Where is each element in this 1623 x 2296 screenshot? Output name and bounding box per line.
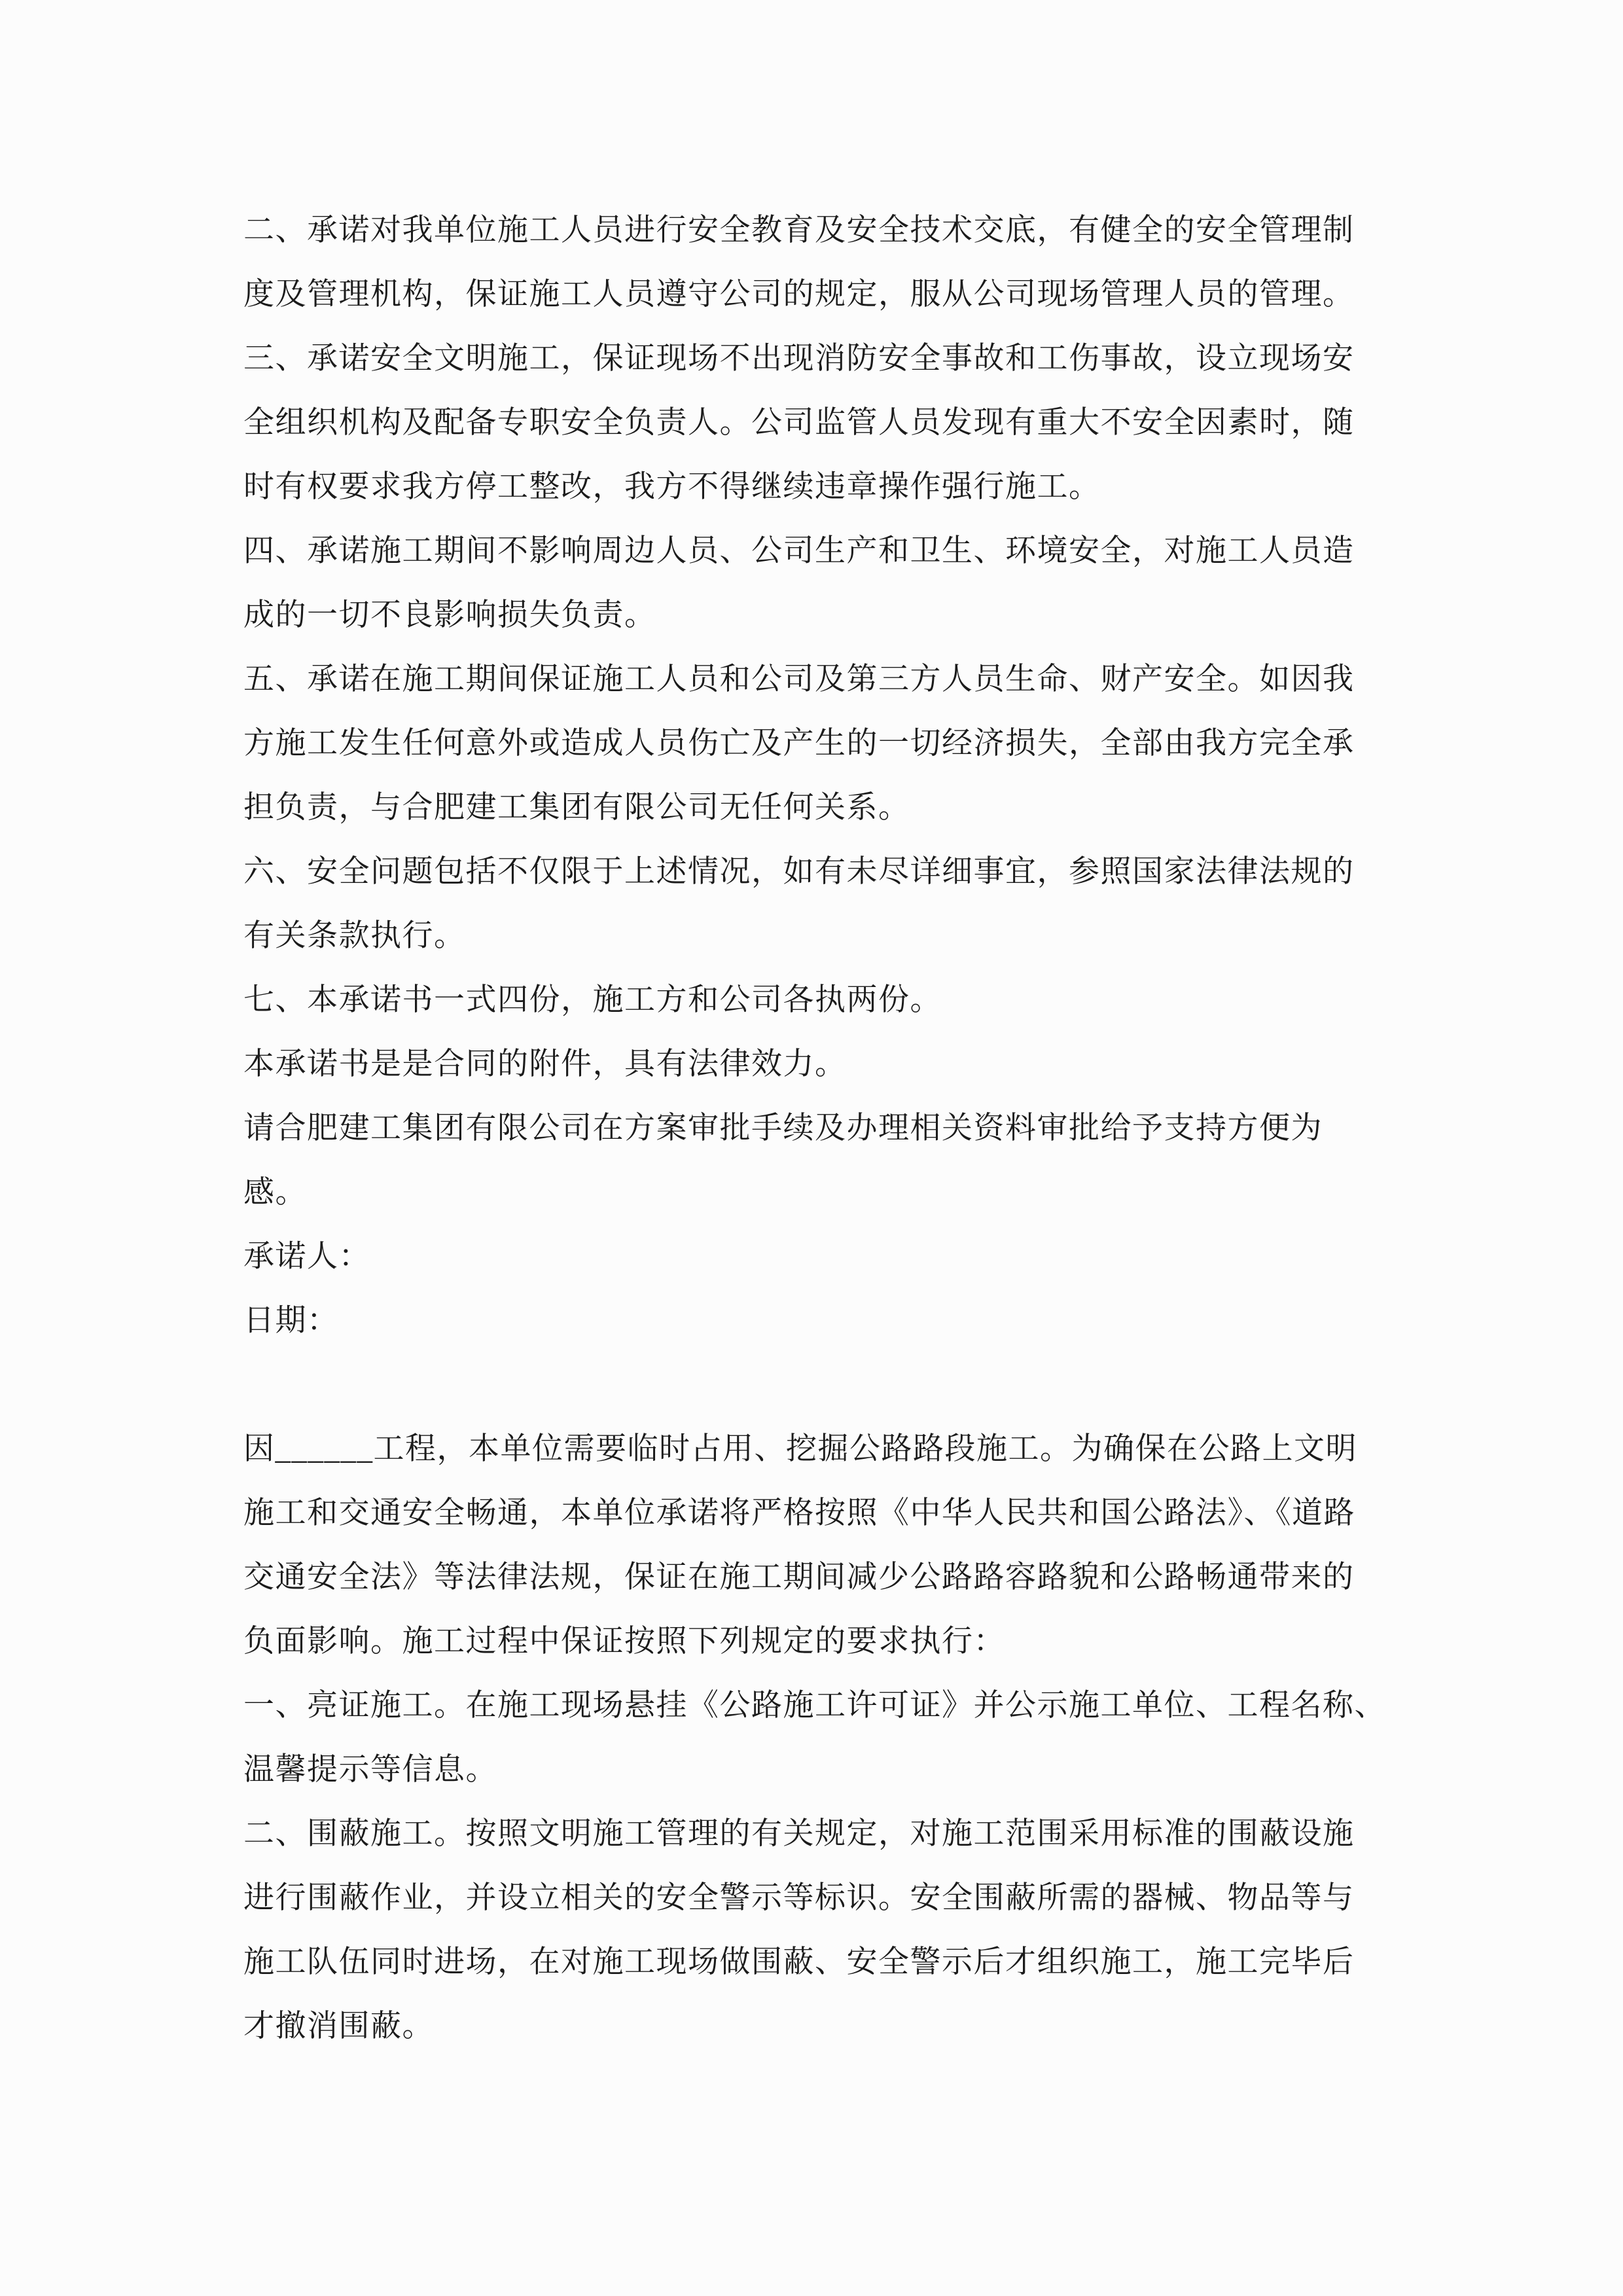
text-line: 有关条款执行。 [243, 919, 466, 953]
text-line: 担负责，与合肥建工集团有限公司无任何关系。 [243, 791, 910, 825]
text-line: 六、安全问题包括不仅限于上述情况，如有未尽详细事宜，参照国家法律法规的 [243, 855, 1355, 889]
text-line: 施工和交通安全畅通，本单位承诺将严格按照《中华人民共和国公路法》、《道路 [243, 1496, 1355, 1530]
text-line: 二、围蔽施工。按照文明施工管理的有关规定，对施工范围采用标准的围蔽设施 [243, 1817, 1355, 1851]
document-text-block [243, 198, 1395, 2058]
text-line: 日期： [243, 1304, 339, 1338]
text-line: 才撤消围蔽。 [243, 2009, 434, 2043]
text-line: 承诺人： [243, 1240, 370, 1274]
text-line: 二、承诺对我单位施工人员进行安全教育及安全技术交底，有健全的安全管理制 [243, 213, 1355, 247]
text-line: 感。 [243, 1175, 307, 1210]
text-line: 交通安全法》等法律法规，保证在施工期间减少公路路容路貌和公路畅通带来的 [243, 1560, 1355, 1594]
text-line [243, 1353, 1395, 1417]
text-line: 温馨提示等信息。 [243, 1753, 497, 1787]
text-line: 因______工程，本单位需要临时占用、挖掘公路路段施工。为确保在公路上文明 [243, 1432, 1357, 1466]
text-line: 三、承诺安全文明施工，保证现场不出现消防安全事故和工伤事故，设立现场安 [243, 342, 1355, 376]
text-line: 四、承诺施工期间不影响周边人员、公司生产和卫生、环境安全，对施工人员造 [243, 534, 1355, 568]
text-line: 方施工发生任何意外或造成人员伤亡及产生的一切经济损失，全部由我方完全承 [243, 726, 1355, 761]
text-line: 请合肥建工集团有限公司在方案审批手续及办理相关资料审批给予支持方便为 [243, 1111, 1323, 1145]
text-line: 五、承诺在施工期间保证施工人员和公司及第三方人员生命、财产安全。如因我 [243, 662, 1355, 696]
text-line: 七、本承诺书一式四份，施工方和公司各执两份。 [243, 983, 942, 1017]
text-line: 施工队伍同时进场，在对施工现场做围蔽、安全警示后才组织施工，施工完毕后 [243, 1945, 1355, 1979]
text-line: 负面影响。施工过程中保证按照下列规定的要求执行： [243, 1624, 1005, 1659]
text-line: 全组织机构及配备专职安全负责人。公司监管人员发现有重大不安全因素时，随 [243, 406, 1355, 440]
text-line: 本承诺书是是合同的附件，具有法律效力。 [243, 1047, 847, 1081]
text-line: 度及管理机构，保证施工人员遵守公司的规定，服从公司现场管理人员的管理。 [243, 278, 1355, 312]
text-line: 时有权要求我方停工整改，我方不得继续违章操作强行施工。 [243, 470, 1101, 504]
text-line: 进行围蔽作业，并设立相关的安全警示等标识。安全围蔽所需的器械、物品等与 [243, 1881, 1355, 1915]
text-line: 成的一切不良影响损失负责。 [243, 598, 656, 632]
text-line: 一、亮证施工。在施工现场悬挂《公路施工许可证》并公示施工单位、工程名称、 [243, 1689, 1386, 1723]
